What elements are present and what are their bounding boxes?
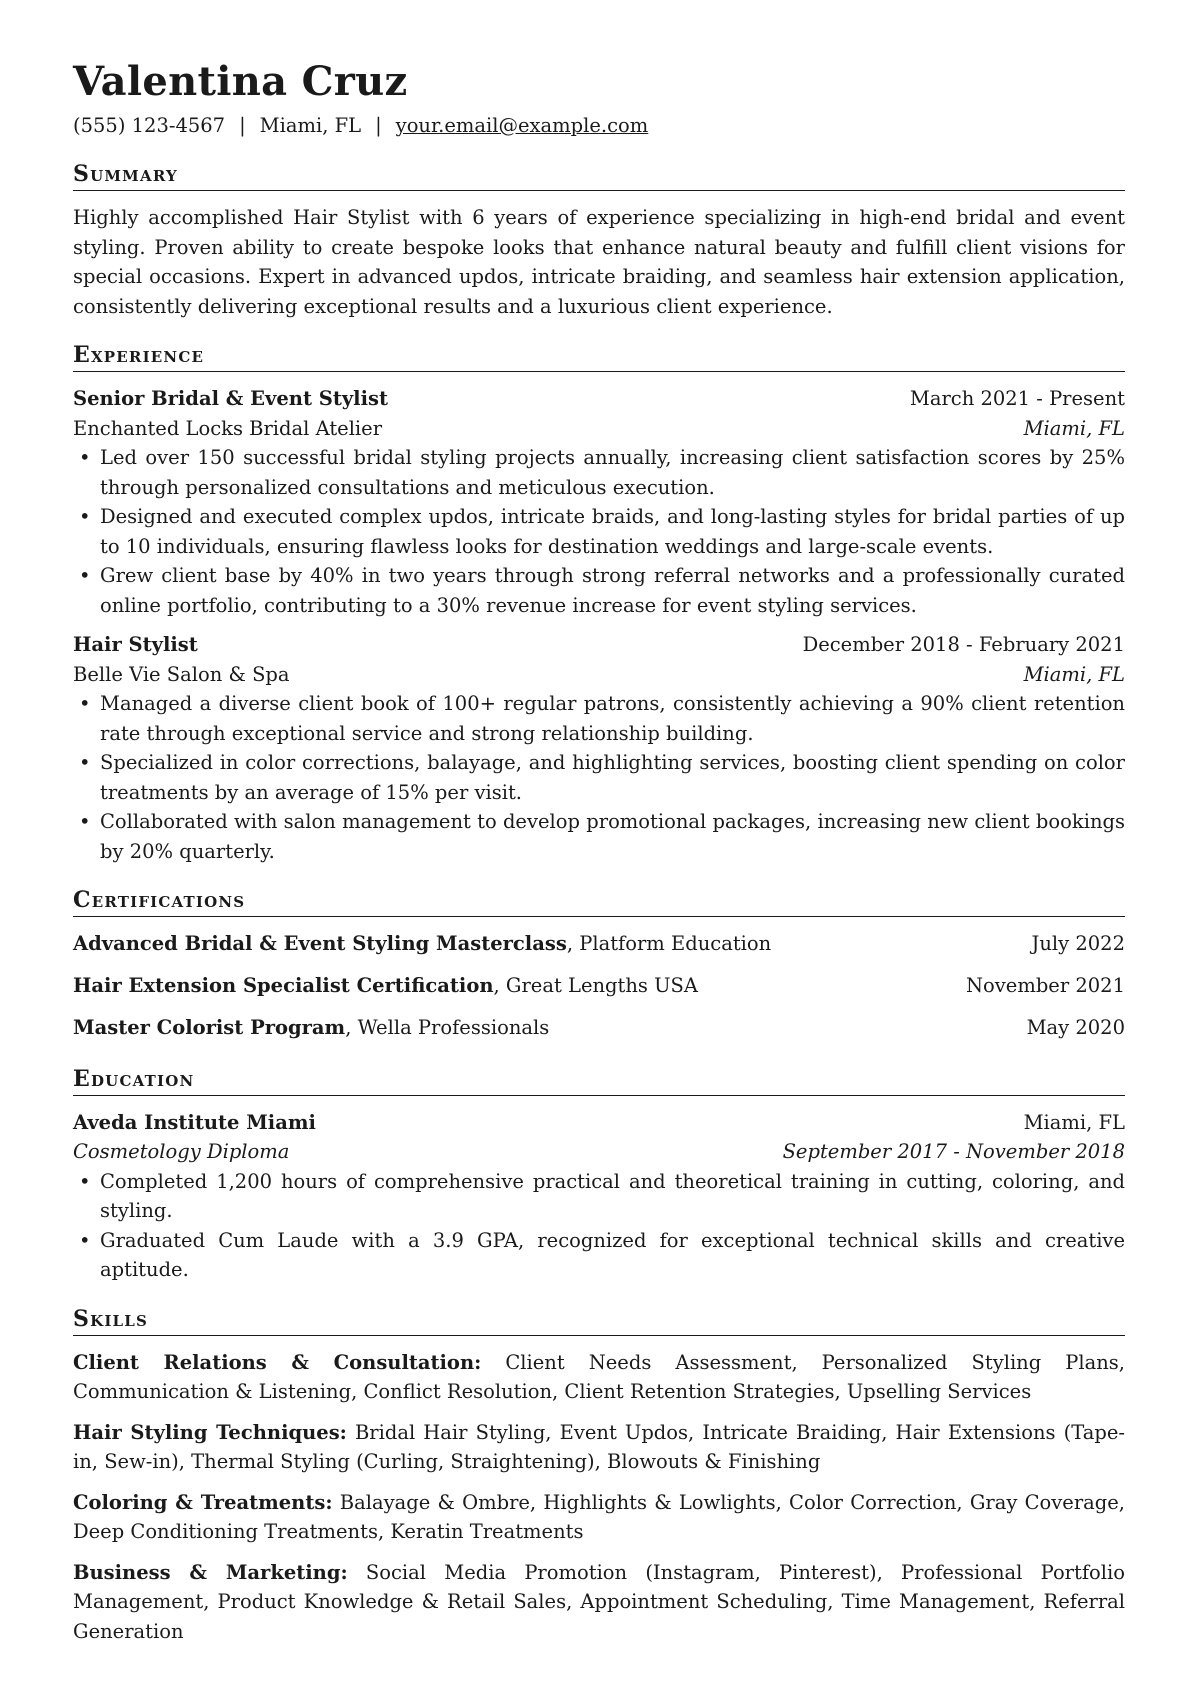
skill-group-label: Hair Styling Techniques: [73,1420,347,1444]
job-role: Senior Bridal & Event Stylist [73,387,388,410]
job-header [73,384,1125,414]
job-subheader [73,414,1125,444]
skill-group-label: Coloring & Treatments: [73,1490,333,1514]
job-bullets [73,689,1125,866]
skill-group-text: Balayage & Ombre, Highlights & Lowlights, Color Correction, Gray Coverage, Deep Conditioning Treatments, Keratin Treatments [73,1490,1125,1543]
section-title-skills: Skills [73,1305,1125,1336]
certification-issuer: , Platform Education [566,932,772,955]
section-title-education: Education [73,1065,1125,1096]
skill-group-text: Social Media Promotion (Instagram, Pinterest), Professional Portfolio Management, Product Knowledge & Retail Sales, Appointment Scheduling, Time Management, Referral Generation [73,1560,1126,1643]
email-link[interactable]: your.email@example.com [395,114,649,137]
job-bullets [73,443,1125,620]
certification-item [73,1013,1125,1043]
certification-name: Master Colorist Program [73,1016,346,1039]
job-company: Enchanted Locks Bridal Atelier [73,416,383,440]
skill-group-text: Client Needs Assessment, Personalized Styling Plans, Communication & Listening, Conflict Resolution, Client Retention Strategies, Upselling Services [73,1350,1125,1403]
education-header [73,1108,1125,1138]
bullet-item: • Designed and executed complex updos, intricate braids, and long-lasting styles for bridal parties of up to 10 individuals, ensuring flawless looks for destination weddings and large-scale events. [73,502,1125,561]
job-entry [73,630,1125,866]
certification-name: Advanced Bridal & Event Styling Masterclass [73,932,567,955]
section-title-certifications: Certifications [73,886,1125,917]
job-location: Miami, FL [1023,662,1125,686]
job-entry [73,384,1125,620]
section-title-experience: Experience [73,341,1125,372]
certification-issuer: , Wella Professionals [345,1016,550,1039]
bullet-item: • Completed 1,200 hours of comprehensive practical and theoretical training in cutting, coloring, and styling. [73,1167,1125,1226]
job-header [73,630,1125,660]
skills-section [73,1305,1125,1647]
job-location: Miami, FL [1023,416,1125,440]
bullet-item: • Grew client base by 40% in two years through strong referral networks and a professionally curated online portfolio, contributing to a 30% revenue increase for event styling services. [73,561,1125,620]
certification-date: July 2022 [1031,932,1125,955]
education-subheader [73,1137,1125,1167]
education-section [73,1065,1125,1285]
degree-name: Cosmetology Diploma [73,1140,290,1163]
skill-group [73,1418,1125,1477]
bullet-item: • Managed a diverse client book of 100+ regular patrons, consistently achieving a 90% client retention rate through exceptional service and strong relationship building. [73,689,1125,748]
bullet-item: • Graduated Cum Laude with a 3.9 GPA, recognized for exceptional technical skills and creative aptitude. [73,1226,1125,1285]
school-location: Miami, FL [1023,1110,1125,1134]
certification-date: November 2021 [965,974,1125,997]
phone-number: (555) 123-4567 [73,114,226,137]
education-bullets [73,1167,1125,1285]
skill-group [73,1488,1125,1547]
education-dates: September 2017 - November 2018 [782,1140,1125,1163]
job-company: Belle Vie Salon & Spa [73,662,290,686]
certification-issuer: , Great Lengths USA [493,974,699,997]
section-title-summary: Summary [73,160,1125,191]
certification-item [73,971,1125,1001]
certification-item [73,929,1125,959]
job-role: Hair Stylist [73,633,198,656]
skill-group-label: Client Relations & Consultation: [73,1350,482,1374]
skill-group-label: Business & Marketing: [73,1560,348,1584]
location: Miami, FL [259,114,362,137]
summary-text: Highly accomplished Hair Stylist with 6 years of experience specializing in high-end bridal and event styling. Proven ability to create bespoke looks that enhance natural beauty and fulfill client visions for special occasions. Expert in advanced updos, intricate braiding, and seamless hair extension application, consistently delivering exceptional results and a luxurious client experience. [73,206,1125,318]
certifications-section [73,886,1125,1043]
skill-group [73,1348,1125,1407]
certification-date: May 2020 [1026,1016,1125,1039]
bullet-item: • Led over 150 successful bridal styling projects annually, increasing client satisfaction scores by 25% through personalized consultations and meticulous execution. [73,443,1125,502]
bullet-item: • Collaborated with salon management to develop promotional packages, increasing new client bookings by 20% quarterly. [73,807,1125,866]
school-name: Aveda Institute Miami [73,1110,316,1134]
experience-section [73,341,1125,866]
skill-group [73,1558,1125,1647]
contact-line [73,112,1125,140]
resume-page [73,58,1125,1657]
job-dates: December 2018 - February 2021 [802,633,1125,656]
job-subheader [73,660,1125,690]
contact-separator: | [375,114,382,137]
candidate-name: Valentina Cruz [73,58,408,105]
job-dates: March 2021 - Present [909,387,1125,410]
contact-separator: | [239,114,246,137]
skill-group-text: Bridal Hair Styling, Event Updos, Intricate Braiding, Hair Extensions (Tape-in, Sew-in), Thermal Styling (Curling, Straightening), Blowouts & Finishing [73,1420,1125,1473]
certification-name: Hair Extension Specialist Certification [73,974,494,997]
summary-section [73,160,1125,321]
bullet-item: • Specialized in color corrections, balayage, and highlighting services, boosting client spending on color treatments by an average of 15% per visit. [73,748,1125,807]
